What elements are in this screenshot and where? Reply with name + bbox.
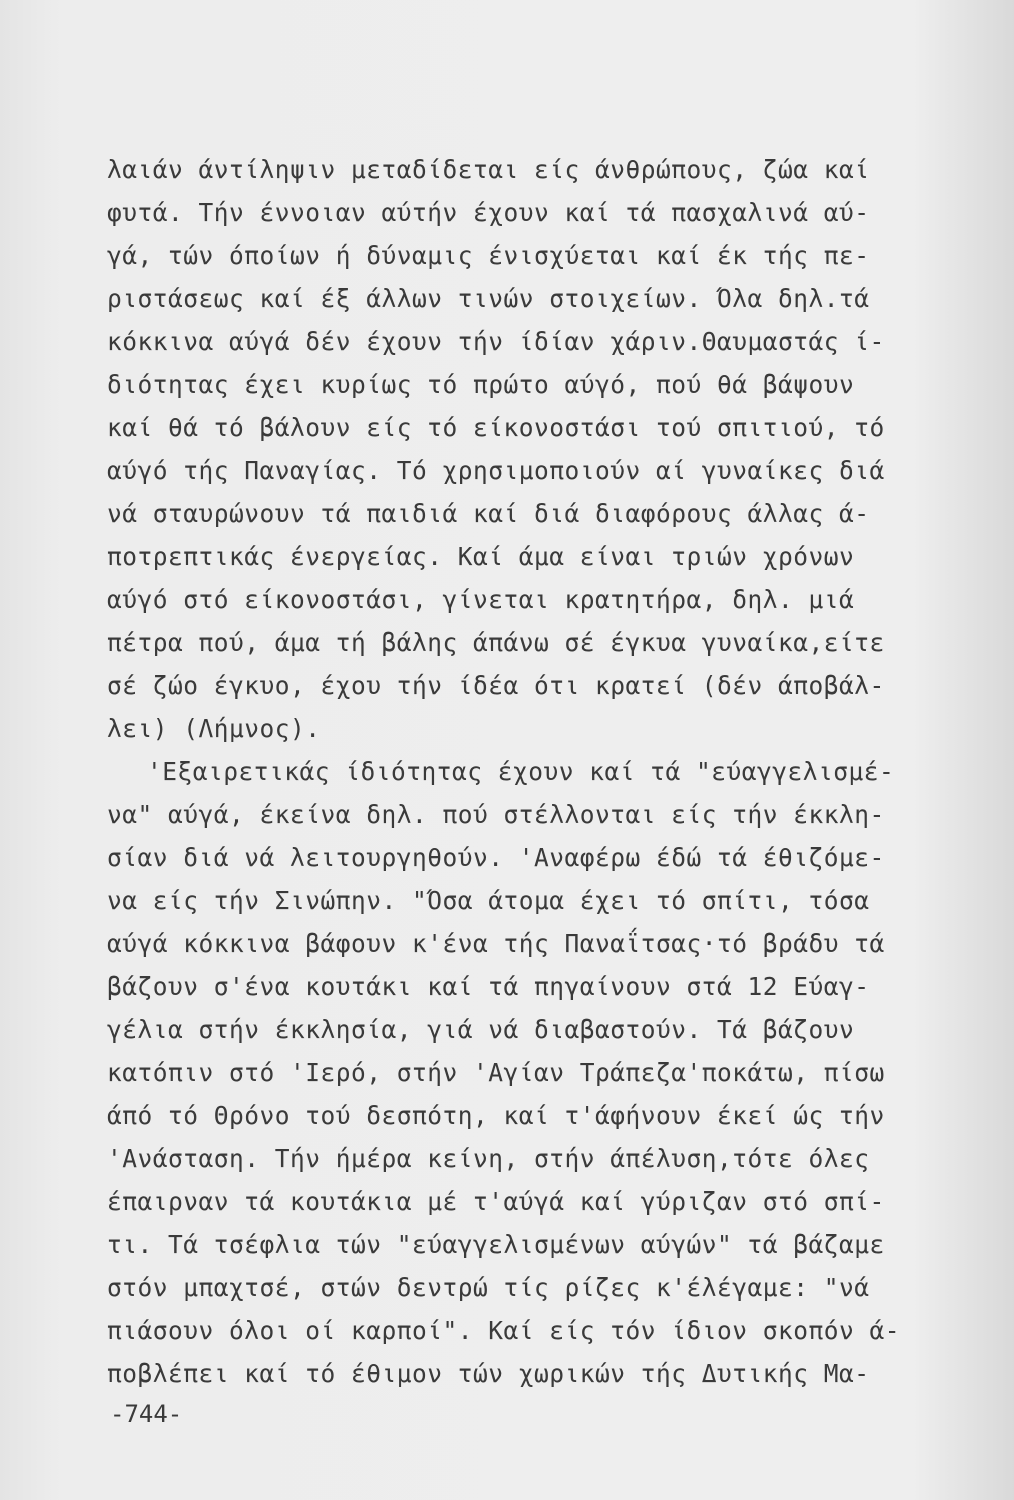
text-line: νά σταυρώνουν τά παιδιά καί διά διαφόρους άλλας ά- — [107, 499, 870, 528]
text-line: πιάσουν όλοι οί καρποί". Καί είς τόν ίδιον σκοπόν ά- — [107, 1316, 901, 1345]
text-line: άπό τό Θρόνο τού δεσπότη, καί τ'άφήνουν έκεί ώς τήν — [107, 1101, 885, 1130]
text-line: κατόπιν στό 'Ιερό, στήν 'Αγίαν Τράπεζα'ποκάτω, πίσω — [107, 1058, 885, 1087]
text-line: διότητας έχει κυρίως τό πρώτο αύγό, πού θά βάψουν — [107, 370, 855, 399]
text-line: λαιάν άντίληψιν μεταδίδεται είς άνθρώπους, ζώα καί — [107, 155, 870, 184]
text-line: γά, τών όποίων ή δύναμις ένισχύεται καί έκ τής πε- — [107, 241, 870, 270]
text-line: τι. Τά τσέφλια τών "εύαγγελισμένων αύγών" τά βάζαμε — [107, 1230, 885, 1259]
text-line: βάζουν σ'ένα κουτάκι καί τά πηγαίνουν στά 12 Εύαγ- — [107, 972, 870, 1001]
text-line: έπαιρναν τά κουτάκια μέ τ'αύγά καί γύριζαν στό σπί- — [107, 1187, 885, 1216]
text-line: ριστάσεως καί έξ άλλων τινών στοιχείων. Όλα δηλ.τά — [107, 284, 870, 313]
text-line: αύγά κόκκινα βάφουν κ'ένα τής Παναΐτσας·τό βράδυ τά — [107, 929, 885, 958]
text-line: γέλια στήν έκκλησία, γιά νά διαβαστούν. Τά βάζουν — [107, 1015, 855, 1044]
text-line: λει) (Λήμνος). — [107, 714, 321, 743]
page-number: -744- — [110, 1400, 183, 1428]
text-line: 'Ανάσταση. Τήν ήμέρα κείνη, στήν άπέλυση,τότε όλες — [107, 1144, 870, 1173]
text-line: ποβλέπει καί τό έθιμον τών χωρικών τής Δυτικής Μα- — [107, 1359, 870, 1388]
text-line: φυτά. Τήν έννοιαν αύτήν έχουν καί τά πασχαλινά αύ- — [107, 198, 870, 227]
text-line: στόν μπαχτσέ, στών δεντρώ τίς ρίζες κ'έλέγαμε: "νά — [107, 1273, 870, 1302]
text-line: σέ ζώο έγκυο, έχου τήν ίδέα ότι κρατεί (δέν άποβάλ- — [107, 671, 885, 700]
text-line: αύγό τής Παναγίας. Τό χρησιμοποιούν αί γυναίκες διά — [107, 456, 885, 485]
text-line: πέτρα πού, άμα τή βάλης άπάνω σέ έγκυα γυναίκα,είτε — [107, 628, 885, 657]
text-line: κόκκινα αύγά δέν έχουν τήν ίδίαν χάριν.Θαυμαστάς ί- — [107, 327, 885, 356]
text-line: αύγό στό είκονοστάσι, γίνεται κρατητήρα, δηλ. μιά — [107, 585, 855, 614]
text-line: να είς τήν Σινώπην. "Όσα άτομα έχει τό σπίτι, τόσα — [107, 886, 870, 915]
text-line: να" αύγά, έκείνα δηλ. πού στέλλονται είς τήν έκκλη- — [107, 800, 885, 829]
paragraph-first-line: 'Εξαιρετικάς ίδιότητας έχουν καί τά "εύαγγελισμέ- — [147, 757, 895, 786]
text-line: ποτρεπτικάς ένεργείας. Καί άμα είναι τριών χρόνων — [107, 542, 855, 571]
text-line: καί θά τό βάλουν είς τό είκονοστάσι τού σπιτιού, τό — [107, 413, 885, 442]
text-line: σίαν διά νά λειτουργηθούν. 'Αναφέρω έδώ τά έθιζόμε- — [107, 843, 885, 872]
